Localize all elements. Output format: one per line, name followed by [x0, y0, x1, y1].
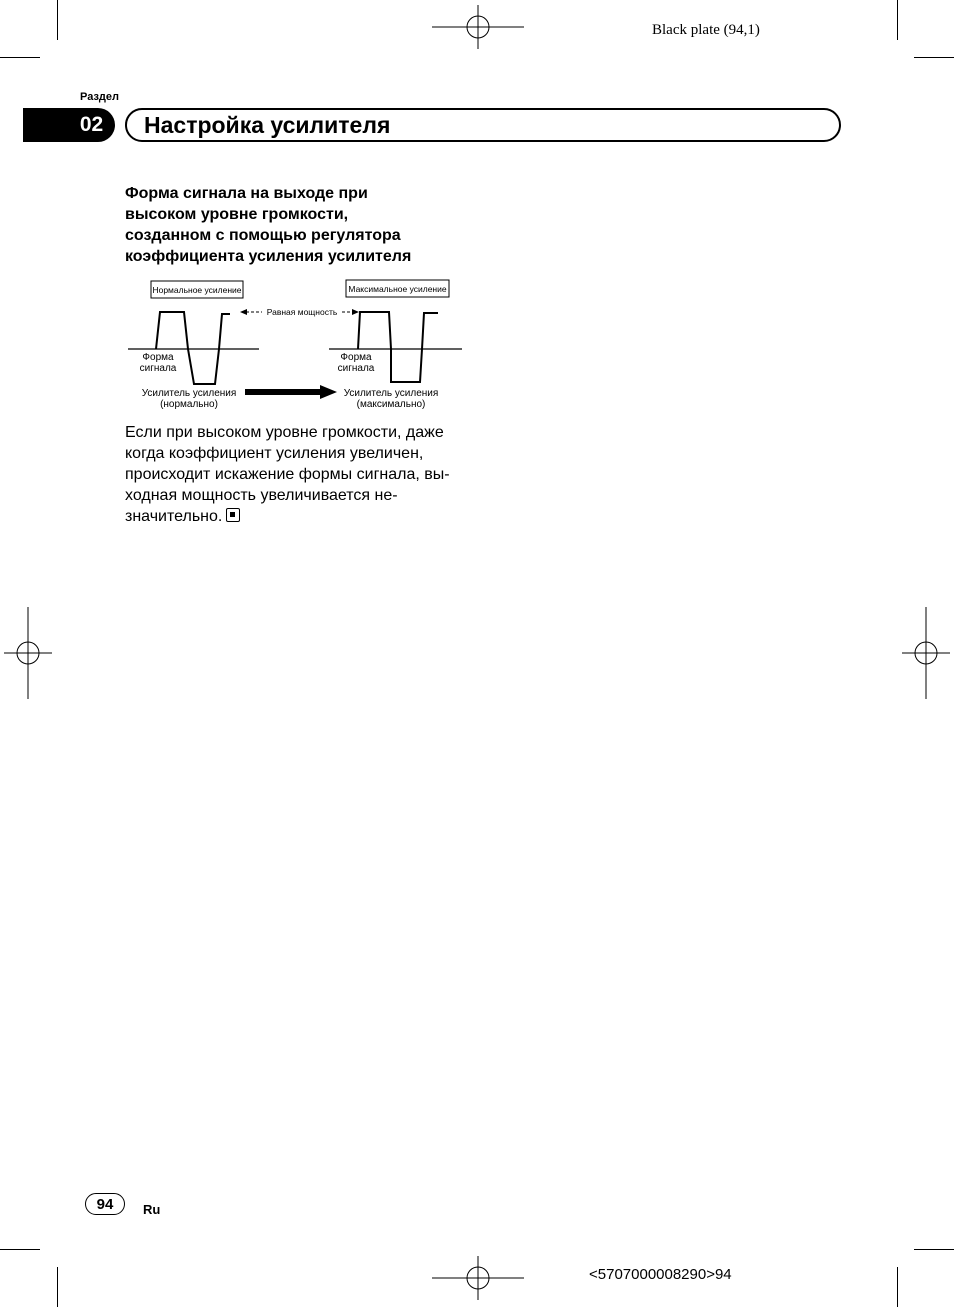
page-title: Настройка усилителя: [144, 111, 391, 138]
section-number-badge: [23, 108, 115, 142]
crop-mark: [0, 57, 40, 58]
plate-label: Black plate (94,1): [652, 22, 760, 38]
document-code: <5707000008290>94: [589, 1266, 732, 1283]
body-line-last: [125, 506, 470, 527]
registration-mark-icon: [4, 607, 52, 699]
body-line: Если при высоком уровне громкости, даже: [125, 424, 444, 441]
amp-right-label: Усилитель усиления: [343, 388, 439, 399]
section-title-box: [125, 108, 841, 142]
amp-left-label: Усилитель усиления: [141, 388, 237, 399]
waveform-right-label: сигнала: [337, 363, 375, 374]
section-number: 02: [79, 113, 104, 136]
gain-increase-arrow-icon: [245, 385, 337, 399]
arrow-left-icon: [240, 309, 247, 315]
registration-mark-icon: [432, 5, 524, 49]
max-gain-label: Максимальное усиление: [348, 284, 447, 294]
page-number: 94: [96, 1195, 114, 1213]
registration-mark-icon: [432, 1256, 524, 1300]
body-text: [125, 422, 470, 527]
language-label: Ru: [143, 1202, 161, 1217]
normal-gain-label: Нормальное усиление: [152, 285, 242, 295]
body-line: происходит искажение формы сигнала, вы-: [125, 466, 450, 483]
crop-mark: [914, 57, 954, 58]
crop-mark: [57, 1267, 58, 1307]
waveform-diagram: [118, 276, 470, 416]
waveform-left-label: сигнала: [139, 363, 177, 374]
registration-mark-icon: [902, 607, 950, 699]
subheading-line: высоком уровне громкости,: [125, 206, 349, 223]
subheading-line: созданном с помощью регулятора: [125, 227, 401, 244]
body-line: когда коэффициент усиления увеличен,: [125, 445, 424, 462]
crop-mark: [897, 0, 898, 40]
body-line: ходная мощность увеличивается не-: [125, 487, 398, 504]
end-mark-icon: [226, 508, 240, 522]
subheading-line: Форма сигнала на выходе при: [125, 185, 368, 202]
amp-right-label: (максимально): [356, 399, 426, 410]
subheading: [125, 183, 465, 267]
arrow-right-icon: [352, 309, 359, 315]
waveform-right-label: Форма: [340, 352, 372, 363]
body-line: значительно.: [125, 508, 223, 525]
section-label: Раздел: [80, 91, 119, 103]
page-number-badge: [85, 1193, 125, 1215]
amp-left-label: (нормально): [160, 399, 218, 410]
subheading-line: коэффициента усиления усилителя: [125, 248, 412, 265]
equal-power-label: Равная мощность: [266, 307, 338, 317]
crop-mark: [897, 1267, 898, 1307]
crop-mark: [0, 1249, 40, 1250]
crop-mark: [914, 1249, 954, 1250]
waveform-left-label: Форма: [142, 352, 174, 363]
crop-mark: [57, 0, 58, 40]
